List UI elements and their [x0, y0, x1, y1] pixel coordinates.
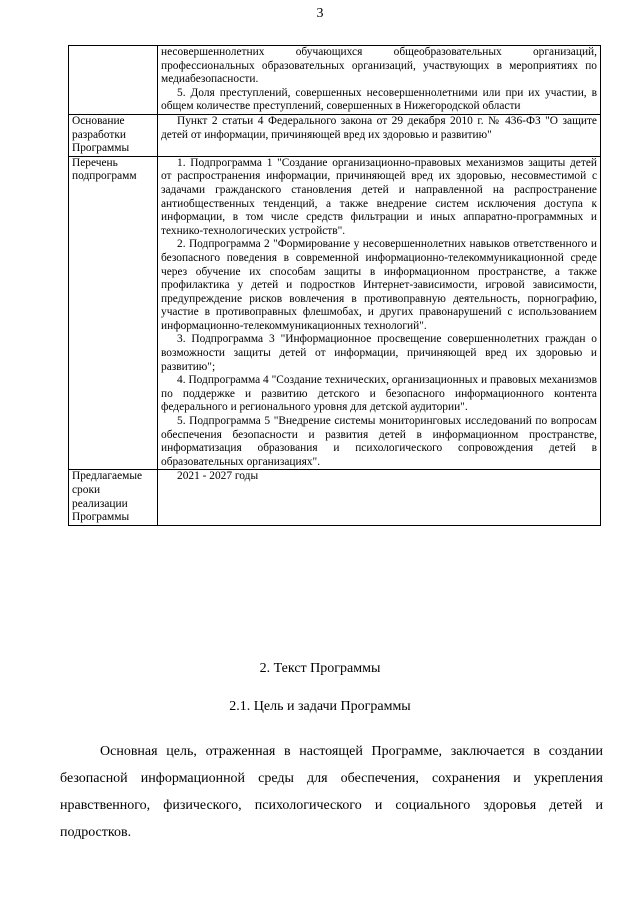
value-paragraph: несовершеннолетних обучающихся общеобразовательных организаций, профессиональных образовательных организаций, участвующих в мероприятиях по медиабезопасности.: [161, 46, 597, 86]
row-label: Основание разработки Программы: [69, 114, 158, 156]
value-paragraph: 5. Доля преступлений, совершенных несовершеннолетними или при их участии, в общем количестве преступлений, совершенных в Нижегородской области: [161, 86, 597, 113]
row-value: [158, 114, 601, 156]
subsection-heading: 2.1. Цель и задачи Программы: [229, 699, 411, 714]
row-value: [158, 46, 601, 115]
value-paragraph: 1. Подпрограмма 1 "Создание организационно-правовых механизмов защиты детей от распространения информации, причиняющей вред их здоровью, несовместимой с задачами гражданского становления детей и направленной на распространение антиобщественных тенденций, а также внедрение систем исключения доступа к информации, в том числе средств фильтрации и иных аппаратно-программных и технико-технологических устройств".: [161, 156, 597, 237]
table-row: [69, 470, 601, 525]
section-heading: 2. Текст Программы: [259, 661, 381, 676]
value-paragraph: 2. Подпрограмма 2 "Формирование у несовершеннолетних навыков ответственного и безопасного поведения в современной информационно-телекоммуникационной среде через обучение их способам защиты в информационном пространстве, а также профилактика у детей и подростков Интернет-зависимости, игровой зависимости, предупреждение рисков вовлечения в противоправную деятельность, порнографию, участие в противоправных флешмобах, и других правонарушений с использованием информационно-телекоммуникационных технологий".: [161, 238, 597, 332]
row-value: [158, 156, 601, 470]
table-row: [69, 46, 601, 115]
value-paragraph: 5. Подпрограмма 5 "Внедрение системы мониторинговых исследований по вопросам обеспечения безопасности и развития детей в информационном пространстве, информатизация образования и психологического сопровождения детей в образовательных организациях".: [161, 415, 597, 468]
row-value: [158, 470, 601, 525]
row-label: Перечень подпрограмм: [69, 156, 158, 470]
body-paragraph: Основная цель, отраженная в настоящей Программе, заключается в создании безопасной информационной среды для обеспечения, сохранения и укрепления нравственного, физического, психологического и социального здоровья детей и подростков.: [60, 744, 603, 840]
row-label: [69, 46, 158, 115]
value-paragraph: 4. Подпрограмма 4 "Создание технических, организационных и правовых механизмов по поддержке и развитию детского и безопасного информационного контента федерального и регионального уровня для детской аудитории".: [161, 374, 597, 414]
value-paragraph: 3. Подпрограмма 3 "Информационное просвещение совершеннолетних граждан о возможности защиты детей от информации, причиняющей вред их здоровью и развитию";: [161, 333, 597, 373]
value-paragraph: Пункт 2 статьи 4 Федерального закона от 29 декабря 2010 г. № 436-ФЗ "О защите детей от информации, причиняющей вред их здоровью и развитию": [161, 114, 597, 141]
table-row: [69, 114, 601, 156]
value-paragraph: 2021 - 2027 годы: [177, 470, 259, 483]
table-row: [69, 156, 601, 470]
page-number: 3: [316, 6, 324, 21]
row-label: Предлагаемые сроки реализации Программы: [69, 470, 158, 525]
program-passport-table: [68, 45, 601, 526]
